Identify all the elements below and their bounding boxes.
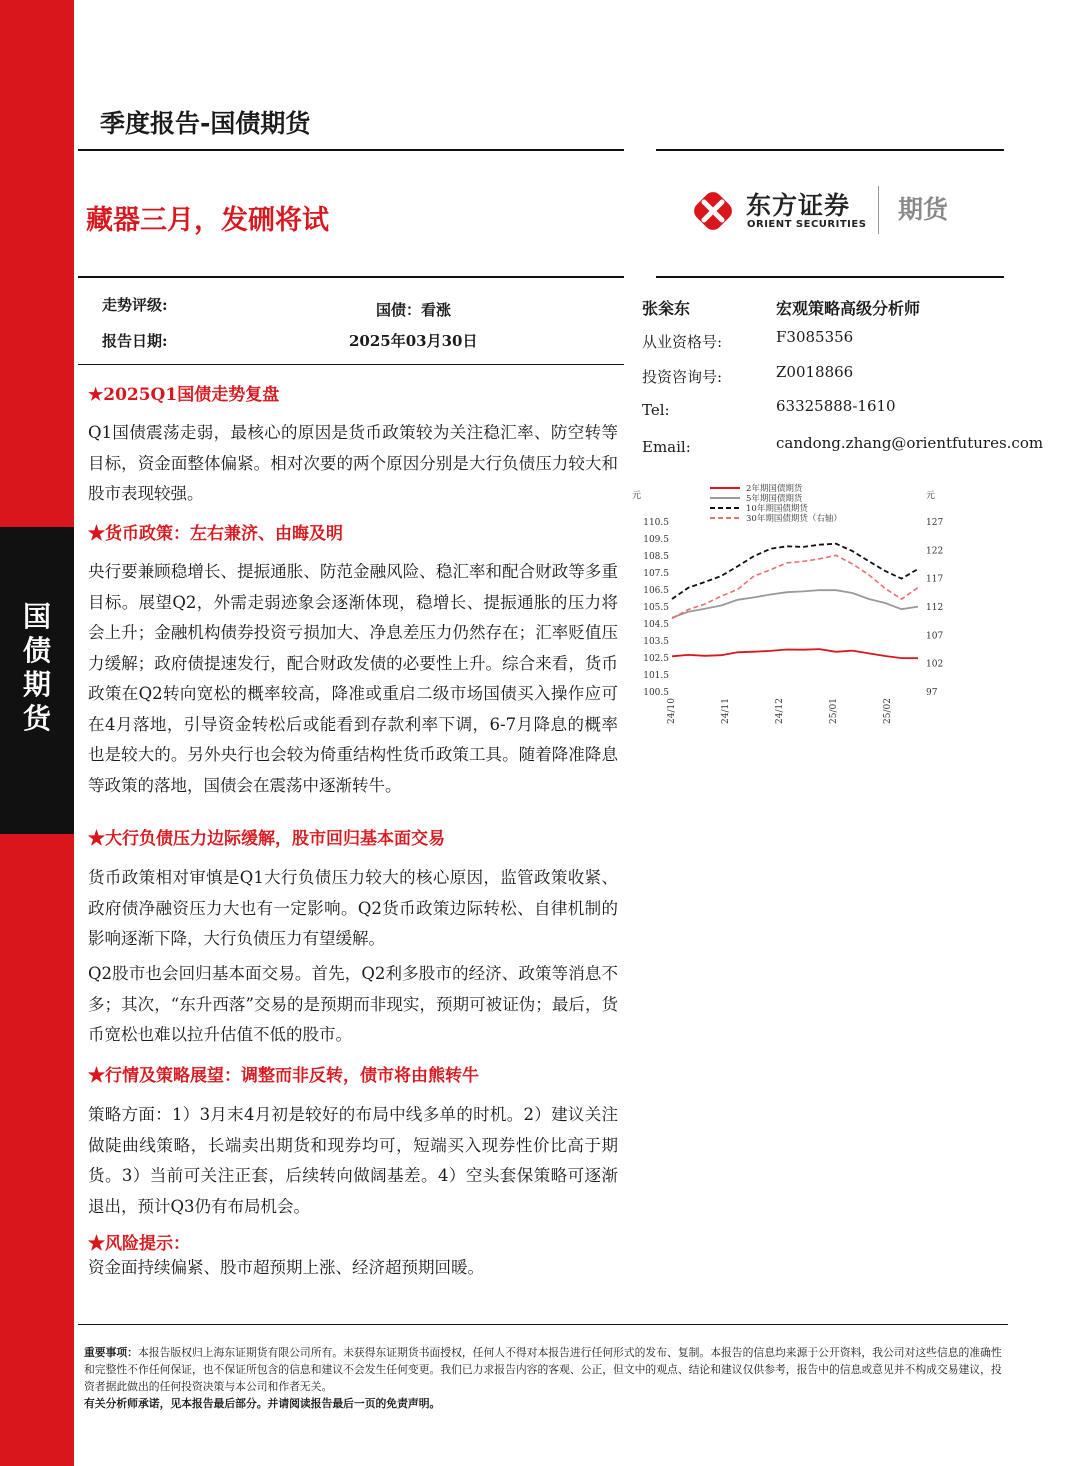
rating-value: 国债：看涨 xyxy=(376,301,452,319)
left-tick-label: 103.5 xyxy=(643,637,669,647)
right-tick-label: 102 xyxy=(926,659,944,670)
disclaimer-divider xyxy=(78,1324,1008,1325)
legend-label: 30年期国债期货（右轴） xyxy=(746,514,842,524)
right-tick-label: 117 xyxy=(926,574,944,585)
x-tick-label: 24/11 xyxy=(721,698,731,724)
series-line-3 xyxy=(672,544,918,599)
section-heading: ★行情及策略展望：调整而非反转，债市将由熊转牛 xyxy=(88,1066,479,1086)
x-tick-label: 25/02 xyxy=(883,698,893,724)
consult-label: 投资咨询号: xyxy=(642,368,723,386)
rating-label: 走势评级: xyxy=(102,296,168,314)
date-label: 报告日期: xyxy=(102,332,168,350)
side-label-char: 期 xyxy=(22,668,51,701)
section-heading: ★2025Q1国债走势复盘 xyxy=(88,385,280,405)
section-heading: ★货币政策：左右兼济、由晦及明 xyxy=(88,524,343,544)
right-tick-label: 112 xyxy=(926,603,944,613)
analyst-title: 宏观策略高级分析师 xyxy=(776,299,921,318)
left-tick-label: 109.5 xyxy=(643,535,669,545)
company-logo xyxy=(690,184,980,236)
date-value: 2025年03月30日 xyxy=(349,332,478,350)
right-tick-label: 97 xyxy=(926,688,938,698)
logo-divider xyxy=(878,186,879,234)
right-tick-label: 122 xyxy=(926,546,944,557)
section-paragraph: 央行要兼顾稳增长、提振通胀、防范金融风险、稳汇率和配合财政等多重目标。展望Q2，外需走弱迹象会逐渐体现，稳增长、提振通胀的压力将会上升；金融机构债券投资亏损加大、净息差压力仍然存在；汇率贬值压力缓解；政府债提速发行，配合财政发债的必要性上升。综合来看，货币政策在Q2转向宽松的概率较高，降准或重启二级市场国债买入操作应可在4月落地，引导资金转松后或能看到存款利率下调，6-7月降息的概率也是较大的。另外央行也会较为倚重结构性货币政策工具。随着降准降息等政策的落地，国债会在震荡中逐渐转牛。 xyxy=(88,562,618,795)
side-category-label xyxy=(0,600,74,736)
divider xyxy=(78,276,624,278)
section-paragraph: 策略方面：1）3月末4月初是较好的布局中线多单的时机。2）建议关注做陡曲线策略，长端卖出期货和现券均可，短端买入现券性价比高于期货。3）当前可关注正套，后续转向做阔基差。4）空头套保策略可逐渐退出，预计Q3仍有布局机会。 xyxy=(88,1105,618,1216)
left-tick-label: 105.5 xyxy=(643,603,669,613)
left-tick-label: 101.5 xyxy=(643,671,669,681)
section-paragraph: Q1国债震荡走弱，最核心的原因是货币政策较为关注稳汇率、防空转等目标，资金面整体偏紧。相对次要的两个原因分别是大行负债压力较大和股市表现较强。 xyxy=(88,423,618,503)
legend-label: 2年期国债期货 xyxy=(746,484,803,494)
left-tick-label: 106.5 xyxy=(643,586,669,596)
side-label-char: 国 xyxy=(22,600,51,633)
series-line-4 xyxy=(672,555,918,618)
left-tick-label: 104.5 xyxy=(643,620,669,630)
logo-division: 期货 xyxy=(898,195,949,224)
section-paragraph: Q2股市也会回归基本面交易。首先，Q2利多股市的经济、政策等消息不多；其次，“东升西落”交易的是预期而非现实，预期可被证伪；最后，货币宽松也难以拉升估值不低的股市。 xyxy=(88,964,618,1044)
logo-mark-icon xyxy=(690,188,736,234)
right-tick-label: 127 xyxy=(926,518,944,528)
side-label-char: 货 xyxy=(22,702,51,735)
divider xyxy=(78,364,624,365)
divider xyxy=(78,149,624,151)
report-type: 季度报告-国债期货 xyxy=(100,109,311,138)
series-line-1 xyxy=(672,649,918,658)
tel-value: 63325888-1610 xyxy=(776,397,896,415)
section-paragraph: 资金面持续偏紧、股市超预期上涨、经济超预期回暖。 xyxy=(88,1258,484,1277)
legend-label: 10年期国债期货 xyxy=(746,504,808,514)
logo-name-en: ORIENT SECURITIES xyxy=(747,219,867,230)
bond-futures-chart xyxy=(628,478,958,738)
divider xyxy=(656,149,1004,151)
x-tick-label: 24/12 xyxy=(775,698,785,724)
consult-value: Z0018866 xyxy=(776,363,854,381)
section-heading: ★大行负债压力边际缓解，股市回归基本面交易 xyxy=(88,829,445,849)
tel-label: Tel: xyxy=(642,401,670,419)
left-tick-label: 108.5 xyxy=(643,552,669,562)
email-label: Email: xyxy=(642,438,691,456)
side-label-char: 债 xyxy=(22,634,51,667)
left-tick-label: 107.5 xyxy=(643,569,669,579)
divider xyxy=(656,276,1004,278)
disclaimer-lead: 重要事项： xyxy=(84,1346,138,1359)
left-axis-unit: 元 xyxy=(632,491,642,501)
license-label: 从业资格号: xyxy=(642,333,723,351)
email-value: candong.zhang@orientfutures.com xyxy=(776,434,1044,452)
x-tick-label: 24/10 xyxy=(667,698,677,724)
right-axis-unit: 元 xyxy=(926,491,936,501)
section-heading: ★风险提示： xyxy=(88,1234,190,1254)
logo-name-cn: 东方证券 xyxy=(746,191,851,220)
right-tick-label: 107 xyxy=(926,631,944,642)
report-title: 藏器三月，发硎将试 xyxy=(86,205,329,236)
left-tick-label: 100.5 xyxy=(643,688,669,698)
license-value: F3085356 xyxy=(776,328,854,346)
series-line-2 xyxy=(672,590,918,618)
analyst-name: 张枀东 xyxy=(642,299,691,318)
disclaimer-footer: 有关分析师承诺，见本报告最后部分。并请阅读报告最后一页的免责声明。 xyxy=(84,1397,441,1410)
left-tick-label: 102.5 xyxy=(643,654,669,664)
disclaimer xyxy=(84,1344,1010,1412)
legend-label: 5年期国债期货 xyxy=(746,494,803,504)
section-paragraph: 货币政策相对审慎是Q1大行负债压力较大的核心原因，监管政策收紧、政府债净融资压力大也有一定影响。Q2货币政策边际转松、自律机制的影响逐渐下降，大行负债压力有望缓解。 xyxy=(88,868,618,948)
x-tick-label: 25/01 xyxy=(829,698,839,724)
disclaimer-body: 本报告版权归上海东证期货有限公司所有。未获得东证期货书面授权，任何人不得对本报告进行任何形式的发布、复制。本报告的信息均来源于公开资料，我公司对这些信息的准确性和完整性不作任何保证，也不保证所包含的信息和建议不会发生任何变更。我们已力求报告内容的客观、公正，但文中的观点、结论和建议仅供参考，报告中的信息或意见并不构成交易建议，投资者据此做出的任何投资决策与本公司和作者无关。 xyxy=(84,1346,1002,1393)
left-tick-label: 110.5 xyxy=(643,518,669,528)
